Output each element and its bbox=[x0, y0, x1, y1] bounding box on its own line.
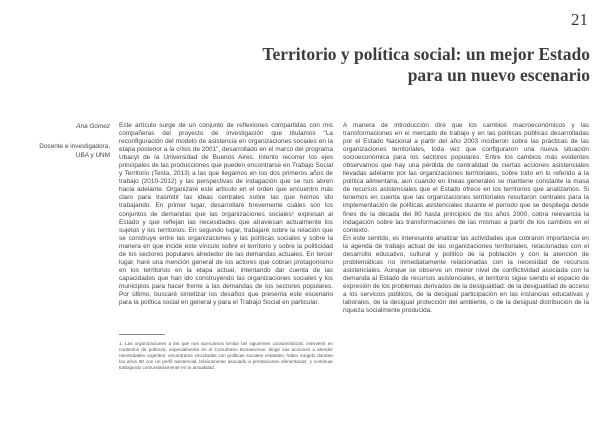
column1-paragraph: Este artículo surge de un conjunto de reflexiones compartidas con mis compañeras del proyecto de investigación que titulamos "La reconfiguración del modelo de asistencia en organizaciones sociales en la etapa posterior a la crisis de 2001", desarrollado en el marco del programa Ubacyt de la Universidad de Buenos Aires. Intento recorrer los ejes principales de las producciones que pueden encontrarse en Trabajo Social y Territorio (Testa, 2013) a las que llegamos en los dos primeros años de trabajo (2010-2012) y las perspectivas de indagación que se nos abren hacia adelante. Organizaré este artículo en el orden que encuentro más claro para trasmitir las ideas centrales sobre las que hemos ido trabajando. En primer lugar, desarrollaré brevemente cuáles son los conjuntos de demandas que las organizaciones sociales¹ expresan al Estado y que reflejan las necesidades que atraviesan actualmente los sujetos y los territorios. En segundo lugar, trabajaré sobre la relación que se construye entre las organizaciones y las políticas sociales y sobre la manera en que incide este vínculo sobre el territorio y sobre la politicidad de los sectores populares alrededor de las demandas actuales. En tercer lugar, haré una mención general de los actores que cobran protagonismo en los territorios en la etapa actual, intentando dar cuenta de las capacidades que han ido construyendo las organizaciones sociales y los municipios para hacer frente a las demandas de los sectores populares. Por último, buscaré sintetizar los desafíos que presenta este escenario para la política social en general y para el Trabajo Social en particular. bbox=[119, 122, 333, 307]
column2-paragraph-2: En este sentido, es interesante analizar las actividades que cobraron importancia en la agenda de trabajo actual de las organizaciones territoriales, relacionadas con el desarrollo educativo, cultural y político de la población y con la atención de problemáticas no inmediatamente relacionadas con la necesidad de recursos asistenciales. Aunque se observe un menor nivel de conflictividad asociada con la demanda al Estado de recursos asistenciales, el territorio sigue siendo el espacio de expresión de los problemas derivados de la desigualdad: de la desigualdad de acceso a los servicios públicos, de la desigual participación en las instancias educativas y laborales, de la desigual protección del ambiente, o de la desigual distribución de la riqueza socialmente producida. bbox=[343, 234, 589, 315]
body-column-2 bbox=[343, 122, 589, 315]
body-column-1 bbox=[119, 122, 333, 307]
author-name: Ana Gómez bbox=[76, 123, 110, 130]
author-block bbox=[30, 122, 110, 161]
title-line-2: para un nuevo escenario bbox=[407, 65, 590, 85]
footnote-divider bbox=[119, 334, 165, 335]
column2-paragraph-1: A manera de introducción diré que los cambios macroeconómicos y las transformaciones en el mercado de trabajo y en las políticas públicas desarrolladas por el Estado Nacional a partir del año 2003 incidieron sobre las prácticas de las organizaciones territoriales, toda vez que configuraron una nueva situación socioeconómica para los sectores populares. Entre los cambios más evidentes observamos que hay una pérdida de centralidad de ciertas acciones asistenciales llevadas adelante por las organizaciones territoriales, sobre todo en lo referido a la política alimentaria, aun cuando en líneas generales se mantiene constante la masa de recursos asistenciales que el Estado ofrece en los territorios que analizamos. Si tenemos en cuenta que las organizaciones territoriales resultaron centrales para la implementación de políticas asistenciales durante el período que se despliega desde fines de la década del 80 hasta principios de los años 2000, cobra relevancia la indagación sobre las transformaciones de las mismas a partir de los cambios en el contexto. bbox=[343, 122, 589, 234]
title-line-1: Territorio y política social: un mejor Estado bbox=[262, 44, 590, 64]
footnote-text: 1. Las organizaciones a las que nos acercamos tenían las siguientes características: intervenir en contextos de pobreza, especialmente en el Conurbano Bonaerense; dirigir sus acciones a atender necesidades urgentes; encontrarse vinculadas con políticas sociales estatales; haber surgido durante los años 80 con un perfil asistencial, básicamente asociado a prestaciones alimentarias; y continuar trabajando comunitariamente en la actualidad. bbox=[119, 341, 333, 370]
page-number: 21 bbox=[571, 10, 588, 29]
article-title bbox=[200, 44, 590, 86]
author-affiliation: Docente e investigadora, UBA y UNM bbox=[39, 142, 110, 160]
footnote bbox=[119, 341, 333, 371]
